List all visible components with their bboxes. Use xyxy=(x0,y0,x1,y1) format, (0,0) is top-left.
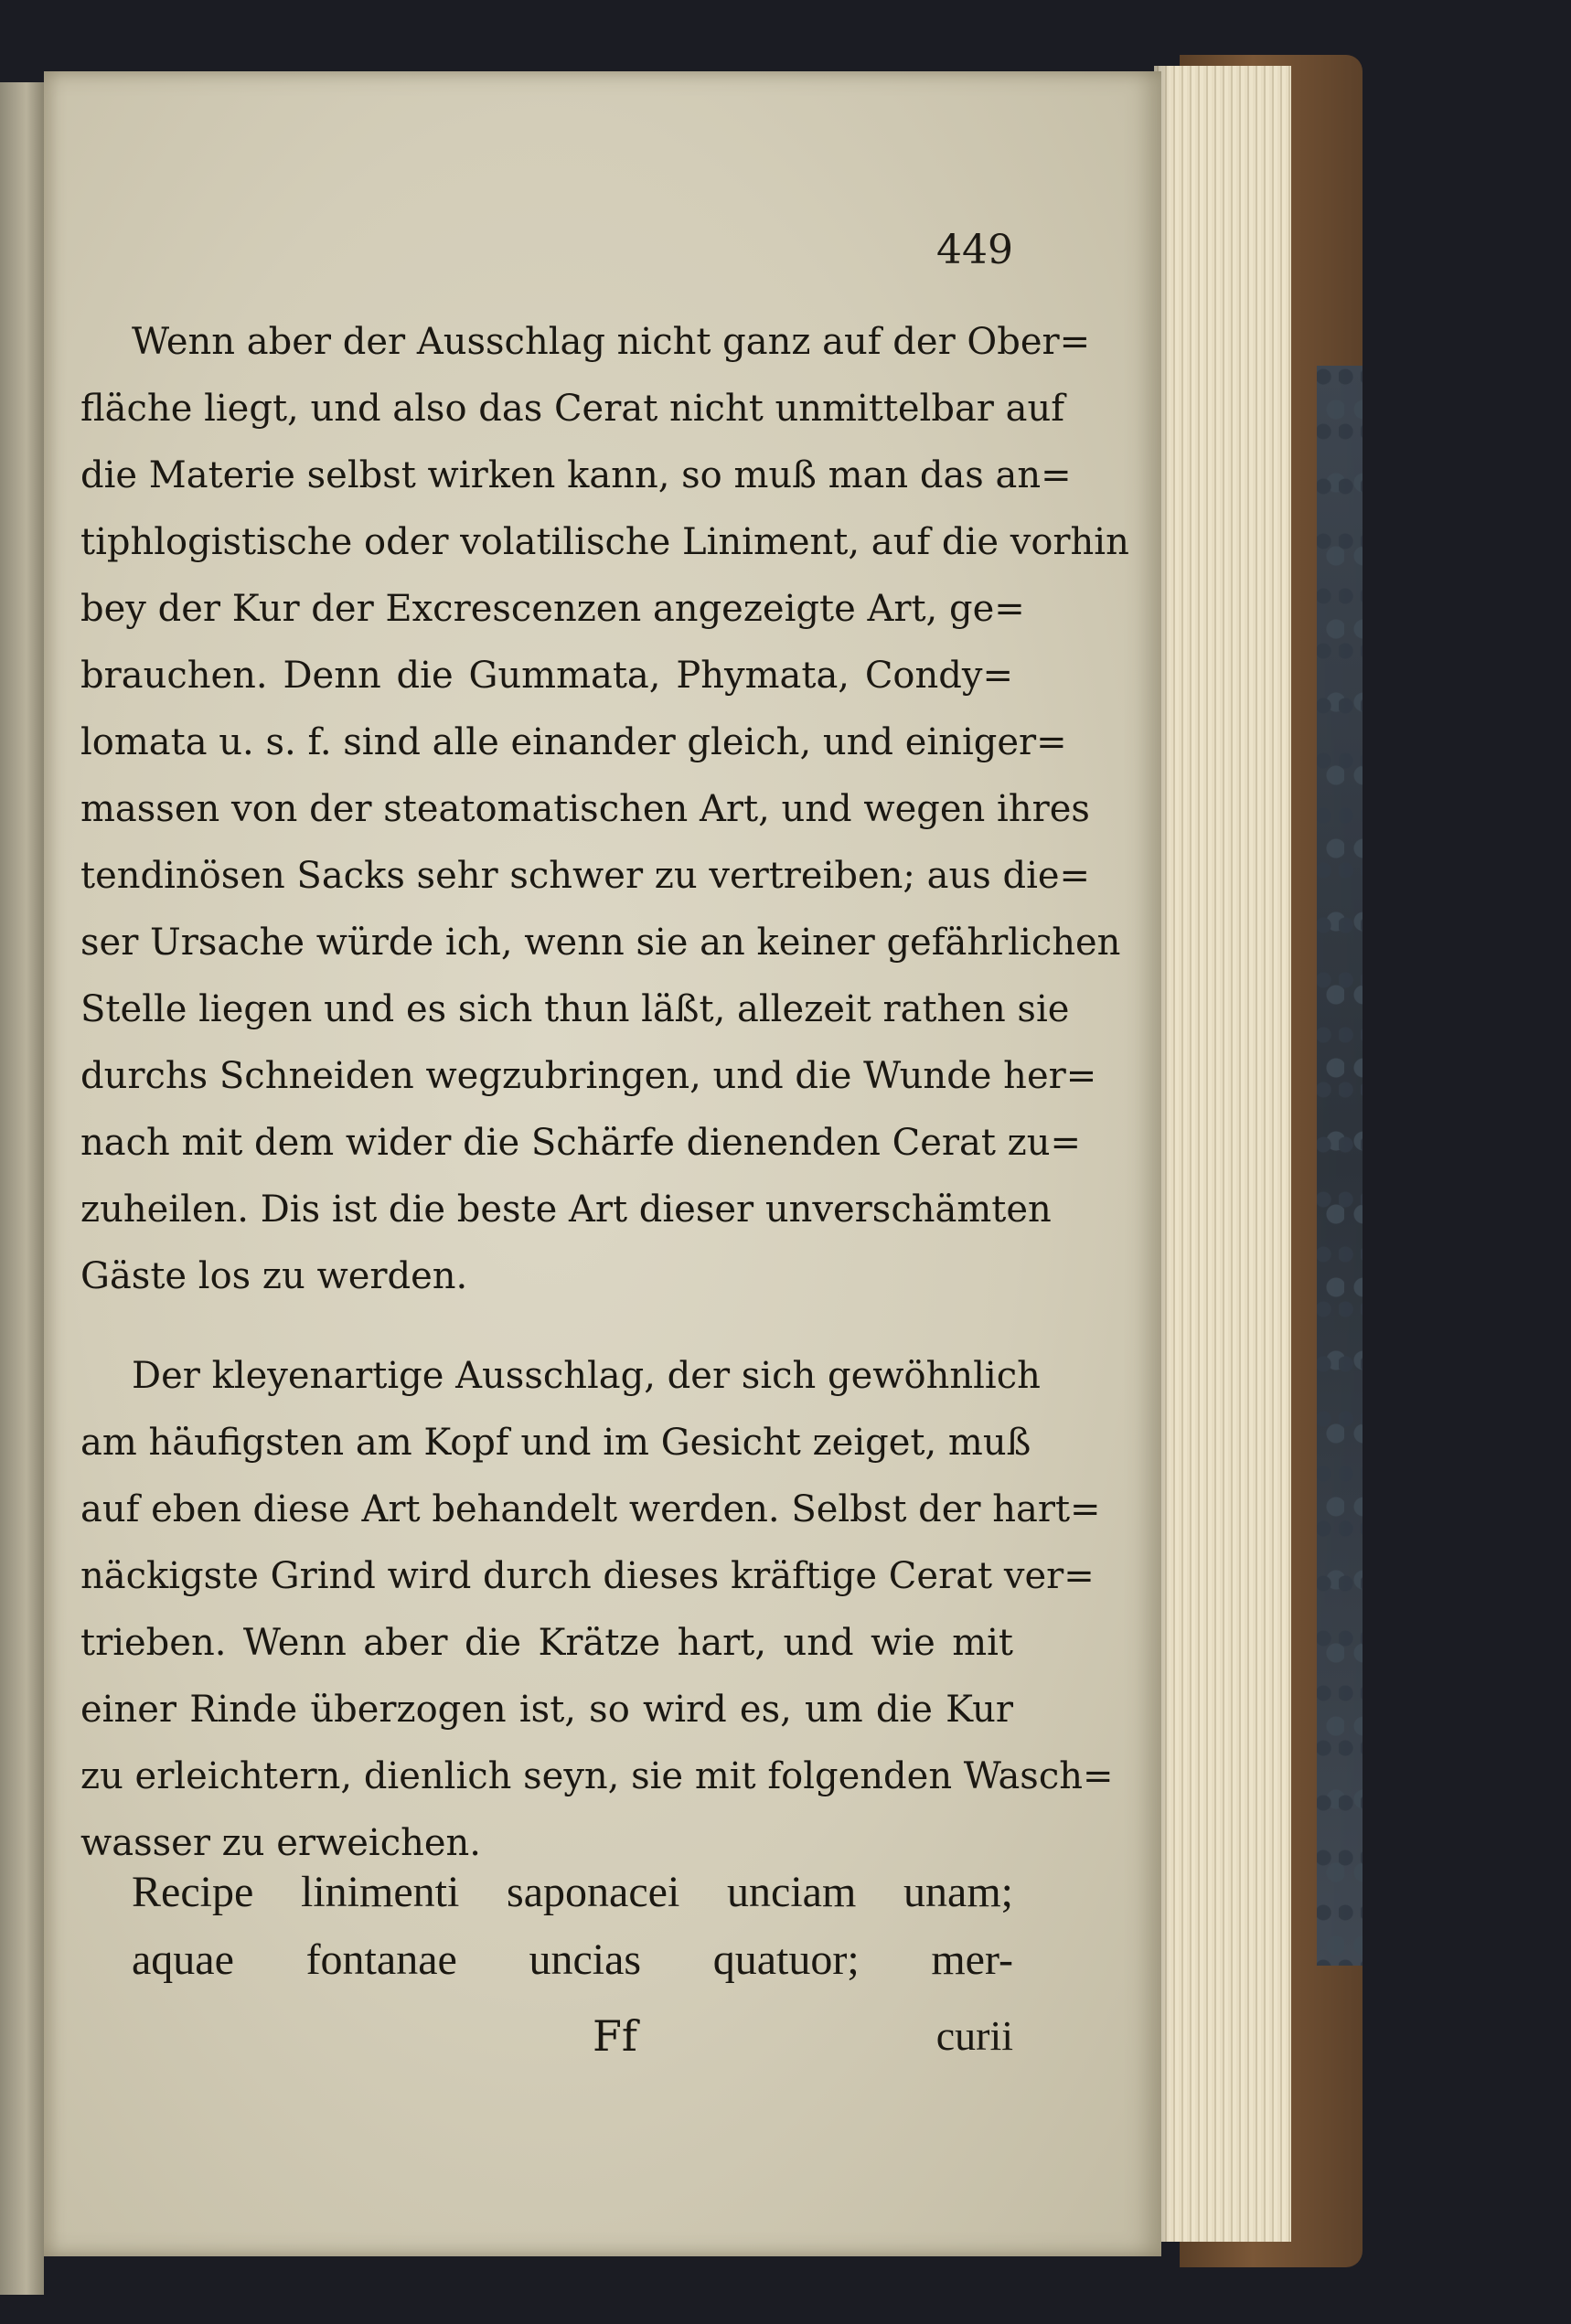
page-number: 449 xyxy=(936,227,1013,273)
cover-marbled-paper xyxy=(1317,366,1363,1966)
text-line: zuheilen. Dis ist die beste Art dieser unverschämten xyxy=(80,1189,1052,1231)
latin-recipe xyxy=(80,1859,1013,1994)
page-edges xyxy=(1154,66,1291,2242)
text-line: massen von der steatomatischen Art, und wegen ihres xyxy=(80,788,1090,830)
text-line: durchs Schneiden wegzubringen, und die Wunde her= xyxy=(80,1055,1097,1097)
text-line: ser Ursache würde ich, wenn sie an keiner gefährlichen xyxy=(80,922,1121,964)
text-line: am häufigsten am Kopf und im Gesicht zeiget, muß xyxy=(80,1422,1031,1464)
text-line: Stelle liegen und es sich thun läßt, allezeit rathen sie xyxy=(80,988,1070,1030)
text-line: fläche liegt, und also das Cerat nicht unmittelbar auf xyxy=(80,388,1065,430)
catchword: curii xyxy=(935,2012,1013,2059)
page-footer xyxy=(80,2002,1013,2070)
signature-mark: Ff xyxy=(593,2011,637,2061)
text-line: brauchen. Denn die Gummata, Phymata, Condy= xyxy=(80,655,1013,697)
text-line: Wenn aber der Ausschlag nicht ganz auf der Ober= xyxy=(132,321,1091,363)
text-line: Gäste los zu werden. xyxy=(80,1255,468,1297)
latin-line: aquae fontanae uncias quatuor; mer- xyxy=(132,1935,1013,1984)
text-line: tendinösen Sacks sehr schwer zu vertreiben; aus die= xyxy=(80,855,1091,897)
text-line: lomata u. s. f. sind alle einander gleich, und einiger= xyxy=(80,721,1067,763)
text-line: Der kleyenartige Ausschlag, der sich gewöhnlich xyxy=(132,1355,1041,1397)
text-line: einer Rinde überzogen ist, so wird es, um die Kur xyxy=(80,1689,1013,1731)
text-line: näckigste Grind wird durch dieses kräftige Cerat ver= xyxy=(80,1555,1095,1597)
text-line: bey der Kur der Excrescenzen angezeigte Art, ge= xyxy=(80,588,1025,630)
text-line: zu erleichtern, dienlich seyn, sie mit folgenden Wasch= xyxy=(80,1755,1114,1797)
facing-page-edge xyxy=(0,82,44,2295)
text-line: die Materie selbst wirken kann, so muß man das an= xyxy=(80,454,1072,496)
text-line: trieben. Wenn aber die Krätze hart, und wie mit xyxy=(80,1622,1013,1664)
book-page xyxy=(44,71,1161,2256)
latin-line: Recipe linimenti saponacei unciam unam; xyxy=(132,1868,1013,1916)
text-line: tiphlogistische oder volatilische Liniment, auf die vorhin xyxy=(80,521,1129,563)
text-line: auf eben diese Art behandelt werden. Selbst der hart= xyxy=(80,1488,1101,1530)
text-line: nach mit dem wider die Schärfe dienenden Cerat zu= xyxy=(80,1122,1081,1164)
paragraph-1 xyxy=(80,309,1129,1877)
text-line: wasser zu erweichen. xyxy=(80,1822,482,1864)
